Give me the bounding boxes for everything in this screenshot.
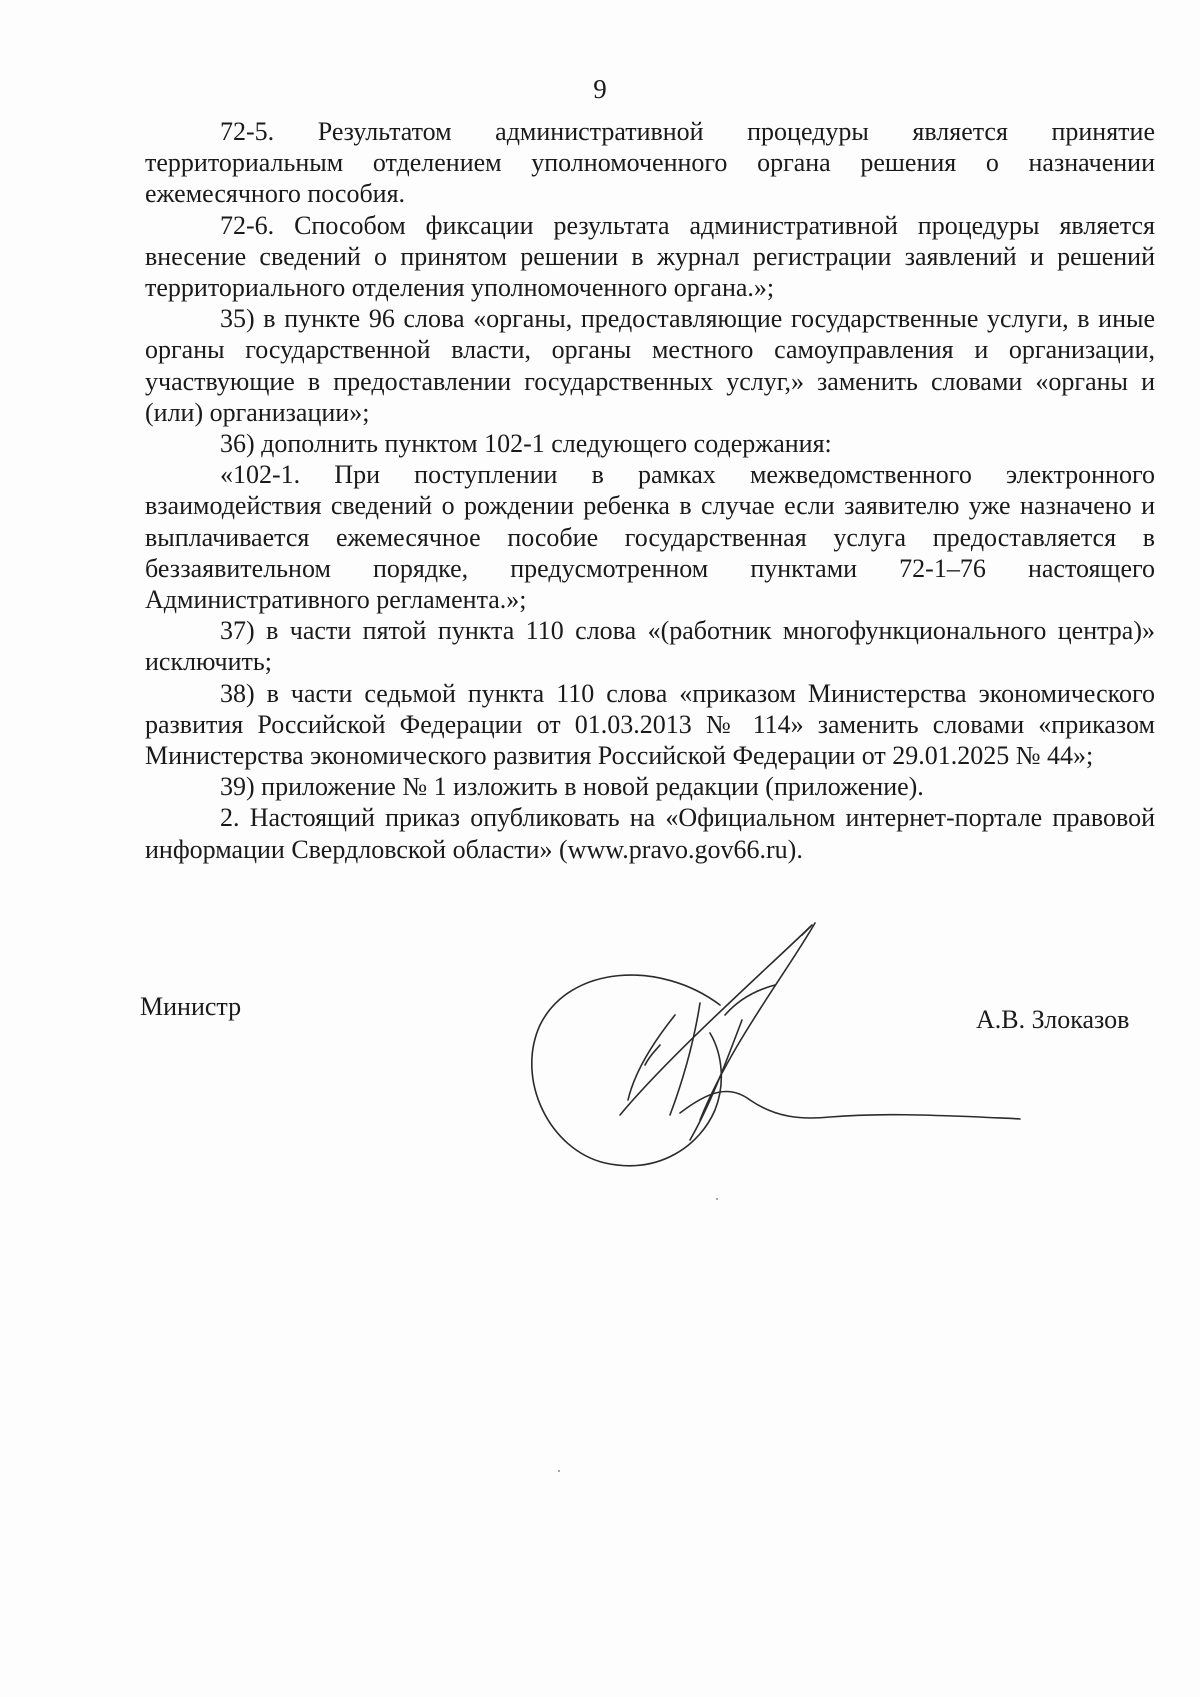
- paragraph-item-38: 38) в части седьмой пункта 110 слова «приказом Министерства экономического развития Российской Федерации от 01.03.2013 № 114» заменить словами «приказом Министерства экономического развития Российской Федерации от 29.01.2025 № 44»;: [145, 678, 1155, 771]
- paragraph-publication: 2. Настоящий приказ опубликовать на «Официальном интернет-портале правовой информации Свердловской области» (www.pravo.gov66.ru).: [145, 803, 1155, 864]
- paragraph-102-1: «102-1. При поступлении в рамках межведомственного электронного взаимодействия сведений о рождении ребенка в случае если заявителю уже назначено и выплачивается ежемесячное пособие государственная услуга предоставляется в беззаявительном порядке, предусмотренном пунктами 72-1–76 настоящего Административного регламента.»;: [145, 460, 1155, 615]
- paragraph-72-5: 72-5. Результатом административной процедуры является принятие территориальным отделением уполномоченного органа решения о назначении ежемесячного пособия.: [145, 117, 1155, 209]
- paragraph-item-36: 36) дополнить пунктом 102-1 следующего содержания:: [220, 429, 832, 459]
- signatory-position: Министр: [140, 992, 242, 1021]
- paragraph-72-6: 72-6. Способом фиксации результата административной процедуры является внесение сведений о принятом решении в журнал регистрации заявлений и решений территориального отделения уполномоченного органа.»;: [145, 210, 1155, 303]
- page-number: 9: [593, 74, 607, 104]
- handwritten-signature-icon: [510, 905, 1030, 1175]
- paragraph-item-37: 37) в части пятой пункта 110 слова «(работник многофункционального центра)» исключить;: [145, 616, 1155, 677]
- paragraph-item-35: 35) в пункте 96 слова «органы, предоставляющие государственные услуги, в иные органы государственной власти, органы местного самоуправления и организации, участвующие в предоставлении государственных услуг,» заменить словами «органы и (или) организации»;: [145, 304, 1155, 427]
- document-body: [145, 116, 1155, 865]
- scan-speck: [716, 1198, 718, 1200]
- paragraph-item-39: 39) приложение № 1 изложить в новой редакции (приложение).: [220, 772, 924, 802]
- scan-speck: [558, 1470, 560, 1472]
- signatory-name: А.В. Злоказов: [976, 1005, 1130, 1034]
